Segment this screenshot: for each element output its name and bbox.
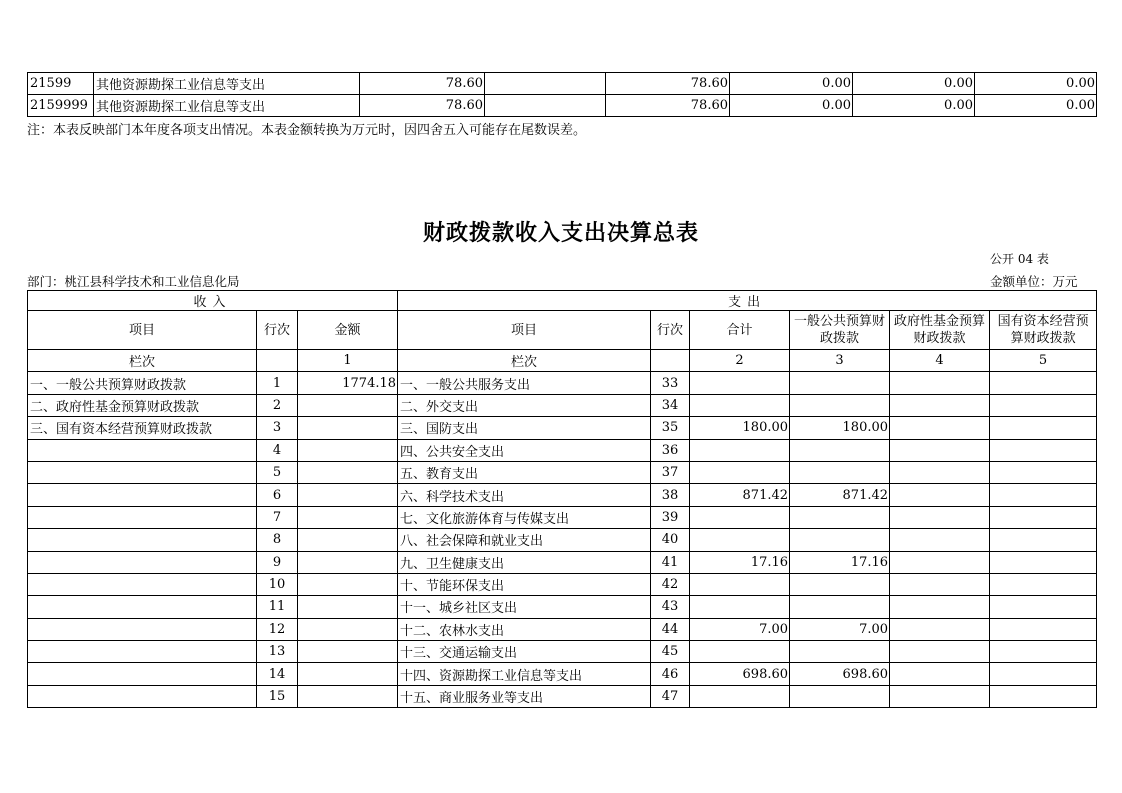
expense-row-no-cell: 42 [651,573,690,595]
income-amount-cell [298,417,398,439]
total-cell [690,394,790,416]
table-row [28,95,1097,117]
expense-item-cell: 十三、交通运输支出 [398,641,651,663]
form-number: 公开 04 表 [990,252,1049,266]
general-budget-cell: 17.16 [790,551,890,573]
state-capital-cell [990,529,1097,551]
amount-cell: 0.00 [730,95,853,117]
expense-item-cell: 十四、资源勘探工业信息等支出 [398,663,651,685]
income-amount-cell [298,551,398,573]
general-budget-header: 一般公共预算财政拨款 [790,311,890,350]
income-row-no-cell: 9 [257,551,298,573]
fund-budget-cell [890,461,990,483]
amount-cell: 0.00 [853,95,975,117]
table-note: 注：本表反映部门本年度各项支出情况。本表金额转换为万元时，因四舍五入可能存在尾数误差。 [27,123,587,138]
total-cell [690,685,790,707]
expense-item-cell: 十二、农林水支出 [398,618,651,640]
table-row [28,484,1097,506]
expense-item-cell: 四、公共安全支出 [398,439,651,461]
total-cell [690,596,790,618]
subject-code-cell: 21599 [28,73,94,95]
amount-cell [485,73,606,95]
state-capital-cell [990,618,1097,640]
income-row-no-cell: 6 [257,484,298,506]
fiscal-summary-table [27,290,1097,708]
header-row-column-numbers [28,350,1097,372]
fund-budget-cell [890,596,990,618]
fund-budget-cell [890,618,990,640]
fund-budget-header: 政府性基金预算财政拨款 [890,311,990,350]
page-title: 财政拨款收入支出决算总表 [422,220,699,246]
state-capital-cell [990,372,1097,394]
income-row-no-cell: 3 [257,417,298,439]
expense-item-header: 项目 [398,311,651,350]
expense-section-header: 支出 [398,291,1097,311]
general-budget-cell: 180.00 [790,417,890,439]
state-capital-cell [990,394,1097,416]
col-number-4: 4 [890,350,990,372]
income-item-cell [28,641,257,663]
income-row-no-cell: 2 [257,394,298,416]
fund-budget-cell [890,506,990,528]
table-row [28,596,1097,618]
state-capital-cell [990,506,1097,528]
expense-row-no-cell: 37 [651,461,690,483]
income-amount-cell [298,394,398,416]
income-item-cell [28,506,257,528]
table-row [28,439,1097,461]
col-number-2: 2 [690,350,790,372]
income-amount-cell [298,439,398,461]
fund-budget-cell [890,685,990,707]
table-row [28,461,1097,483]
amount-cell: 78.60 [606,95,730,117]
fund-budget-cell [890,372,990,394]
income-item-cell [28,551,257,573]
income-row-no-cell: 10 [257,573,298,595]
general-budget-cell [790,394,890,416]
state-capital-cell [990,685,1097,707]
total-cell [690,573,790,595]
income-row-no-cell: 14 [257,663,298,685]
fund-budget-cell [890,551,990,573]
total-cell: 17.16 [690,551,790,573]
table-row [28,529,1097,551]
income-row-no-cell: 1 [257,372,298,394]
table-row [28,618,1097,640]
state-capital-header: 国有资本经营预算财政拨款 [990,311,1097,350]
col-number-3: 3 [790,350,890,372]
state-capital-cell [990,551,1097,573]
income-amount-cell [298,641,398,663]
expense-item-cell: 一、一般公共服务支出 [398,372,651,394]
income-row-no-header: 行次 [257,311,298,350]
income-row-no-cell: 5 [257,461,298,483]
general-budget-cell [790,641,890,663]
table-row [28,372,1097,394]
state-capital-cell [990,641,1097,663]
income-amount-header: 金额 [298,311,398,350]
expense-row-no-cell: 38 [651,484,690,506]
expense-row-no-cell: 47 [651,685,690,707]
amount-cell [485,95,606,117]
expense-row-no-col-blank [651,350,690,372]
income-row-no-cell: 11 [257,596,298,618]
state-capital-cell [990,484,1097,506]
fund-budget-cell [890,573,990,595]
expense-row-no-cell: 33 [651,372,690,394]
income-item-cell: 三、国有资本经营预算财政拨款 [28,417,257,439]
expense-item-cell: 二、外交支出 [398,394,651,416]
expense-item-cell: 十一、城乡社区支出 [398,596,651,618]
expense-row-no-cell: 34 [651,394,690,416]
general-budget-cell: 7.00 [790,618,890,640]
total-cell [690,372,790,394]
income-item-cell [28,484,257,506]
fund-budget-cell [890,394,990,416]
total-cell [690,529,790,551]
fiscal-table-body [28,291,1097,708]
total-header: 合计 [690,311,790,350]
total-cell [690,641,790,663]
state-capital-cell [990,461,1097,483]
income-item-header: 项目 [28,311,257,350]
fund-budget-cell [890,529,990,551]
header-row-sections [28,291,1097,311]
income-row-no-cell: 7 [257,506,298,528]
general-budget-cell [790,685,890,707]
amount-cell: 78.60 [606,73,730,95]
general-budget-cell [790,596,890,618]
state-capital-cell [990,663,1097,685]
income-row-no-cell: 13 [257,641,298,663]
income-item-cell [28,529,257,551]
state-capital-cell [990,596,1097,618]
income-item-cell: 二、政府性基金预算财政拨款 [28,394,257,416]
income-section-header: 收入 [28,291,398,311]
state-capital-cell [990,417,1097,439]
amount-cell: 78.60 [360,95,485,117]
expense-col-label: 栏次 [398,350,651,372]
col-number-5: 5 [990,350,1097,372]
expense-row-no-cell: 41 [651,551,690,573]
income-row-no-cell: 15 [257,685,298,707]
top-continuation-table [27,72,1097,117]
top-table-body [28,73,1097,117]
income-amount-cell [298,484,398,506]
fund-budget-cell [890,641,990,663]
fund-budget-cell [890,484,990,506]
income-item-cell [28,685,257,707]
total-cell: 180.00 [690,417,790,439]
subject-name-cell: 其他资源勘探工业信息等支出 [94,73,360,95]
total-cell [690,439,790,461]
income-item-cell [28,618,257,640]
income-row-no-cell: 4 [257,439,298,461]
income-item-cell [28,461,257,483]
expense-item-cell: 十、节能环保支出 [398,573,651,595]
total-cell [690,506,790,528]
subject-code-cell: 2159999 [28,95,94,117]
col-number-1: 1 [298,350,398,372]
expense-row-no-cell: 40 [651,529,690,551]
total-cell [690,461,790,483]
table-row [28,394,1097,416]
table-row [28,573,1097,595]
income-item-cell [28,596,257,618]
income-amount-cell [298,618,398,640]
expense-item-cell: 七、文化旅游体育与传媒支出 [398,506,651,528]
general-budget-cell [790,461,890,483]
amount-cell: 0.00 [975,95,1097,117]
income-item-cell [28,663,257,685]
table-row [28,506,1097,528]
amount-cell: 0.00 [853,73,975,95]
table-row [28,641,1097,663]
income-amount-cell [298,573,398,595]
state-capital-cell [990,439,1097,461]
table-row [28,417,1097,439]
table-row [28,551,1097,573]
income-row-no-cell: 8 [257,529,298,551]
income-item-cell: 一、一般公共预算财政拨款 [28,372,257,394]
expense-row-no-cell: 39 [651,506,690,528]
table-row [28,685,1097,707]
income-col-label: 栏次 [28,350,257,372]
table-row [28,663,1097,685]
expense-item-cell: 八、社会保障和就业支出 [398,529,651,551]
expense-row-no-cell: 36 [651,439,690,461]
general-budget-cell [790,372,890,394]
income-item-cell [28,439,257,461]
expense-item-cell: 九、卫生健康支出 [398,551,651,573]
department-label: 部门：桃江县科学技术和工业信息化局 [27,274,240,289]
subject-name-cell: 其他资源勘探工业信息等支出 [94,95,360,117]
expense-row-no-cell: 43 [651,596,690,618]
general-budget-cell [790,573,890,595]
income-amount-cell [298,663,398,685]
income-row-no-col-blank [257,350,298,372]
expense-item-cell: 三、国防支出 [398,417,651,439]
general-budget-cell: 698.60 [790,663,890,685]
income-amount-cell [298,685,398,707]
expense-row-no-cell: 46 [651,663,690,685]
expense-row-no-header: 行次 [651,311,690,350]
amount-cell: 0.00 [730,73,853,95]
amount-cell: 78.60 [360,73,485,95]
expense-item-cell: 十五、商业服务业等支出 [398,685,651,707]
state-capital-cell [990,573,1097,595]
fund-budget-cell [890,439,990,461]
total-cell: 871.42 [690,484,790,506]
income-amount-cell [298,596,398,618]
income-item-cell [28,573,257,595]
total-cell: 698.60 [690,663,790,685]
amount-unit-label: 金额单位：万元 [990,274,1078,289]
fund-budget-cell [890,417,990,439]
income-amount-cell [298,461,398,483]
general-budget-cell: 871.42 [790,484,890,506]
table-row [28,73,1097,95]
expense-item-cell: 五、教育支出 [398,461,651,483]
general-budget-cell [790,506,890,528]
income-row-no-cell: 12 [257,618,298,640]
header-row-columns [28,311,1097,350]
general-budget-cell [790,529,890,551]
total-cell: 7.00 [690,618,790,640]
expense-row-no-cell: 35 [651,417,690,439]
fund-budget-cell [890,663,990,685]
expense-row-no-cell: 45 [651,641,690,663]
income-amount-cell [298,506,398,528]
amount-cell: 0.00 [975,73,1097,95]
expense-item-cell: 六、科学技术支出 [398,484,651,506]
income-amount-cell: 1774.18 [298,372,398,394]
general-budget-cell [790,439,890,461]
income-amount-cell [298,529,398,551]
expense-row-no-cell: 44 [651,618,690,640]
